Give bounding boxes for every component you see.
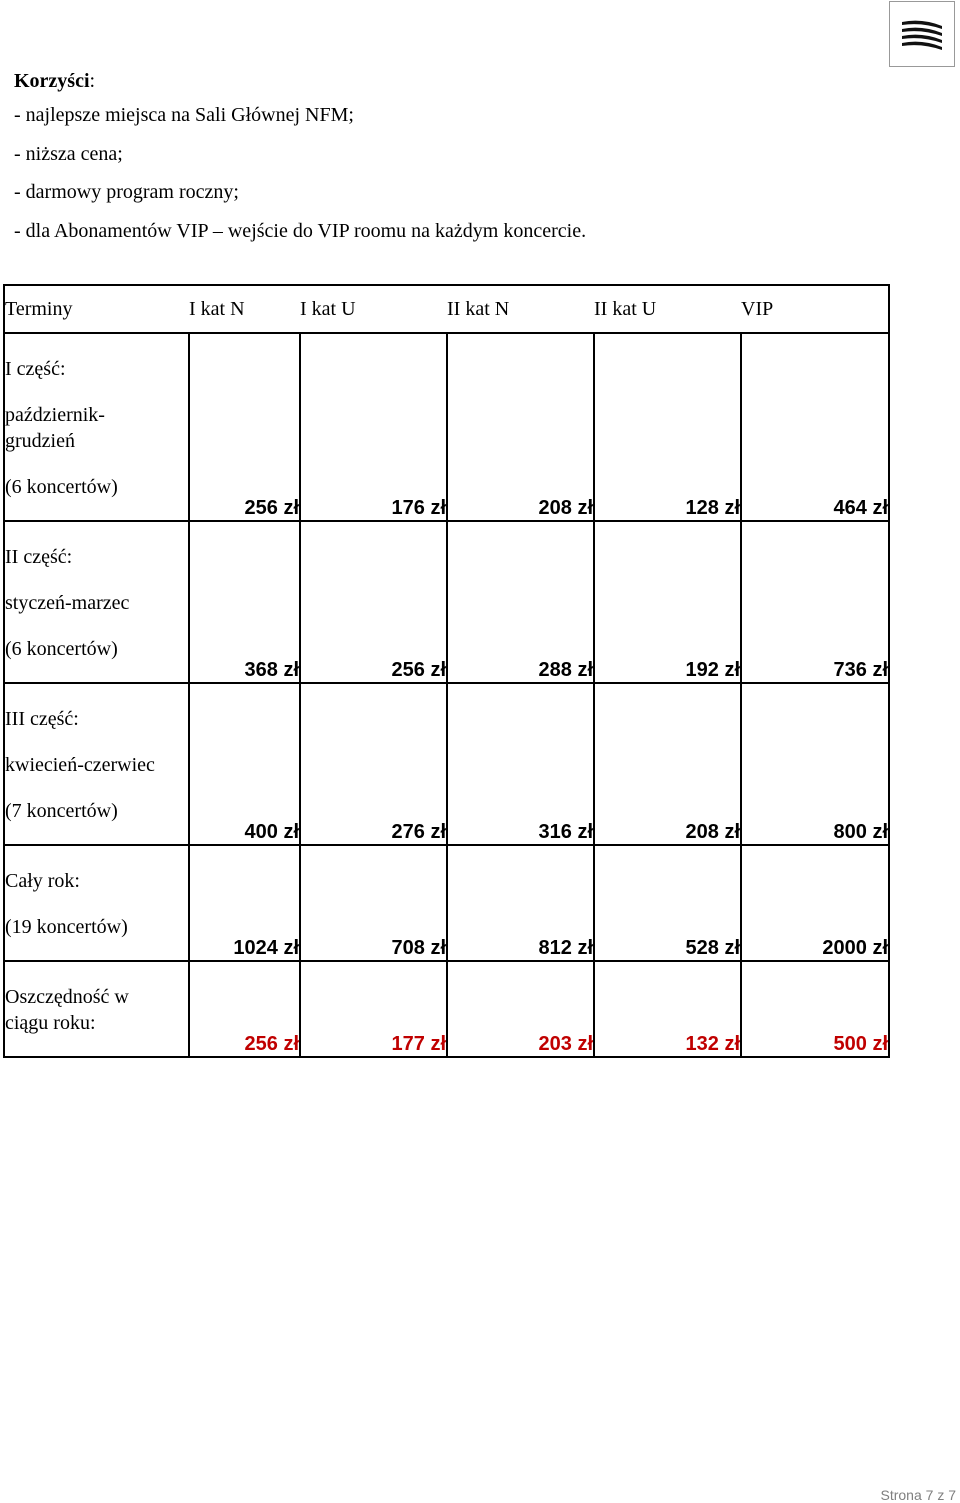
table-header-row bbox=[4, 285, 889, 333]
table-row bbox=[4, 845, 889, 961]
column-header: Terminy bbox=[4, 285, 189, 333]
price-cell: 203 zł bbox=[447, 961, 594, 1057]
row-label-line bbox=[5, 570, 188, 590]
price-cell: 256 zł bbox=[189, 333, 300, 521]
price-cell: 288 zł bbox=[447, 521, 594, 683]
row-label bbox=[4, 683, 189, 845]
row-label-line bbox=[5, 382, 188, 402]
column-header: VIP bbox=[741, 285, 889, 333]
row-label-line: III część: bbox=[5, 708, 79, 730]
benefit-item: - darmowy program roczny; bbox=[14, 181, 239, 203]
row-label-line bbox=[5, 894, 188, 914]
row-label bbox=[4, 521, 189, 683]
price-cell: 528 zł bbox=[594, 845, 741, 961]
benefit-item: - dla Abonamentów VIP – wejście do VIP roomu na każdym koncercie. bbox=[14, 219, 587, 242]
row-label-line: I część: bbox=[5, 358, 66, 380]
table-row bbox=[4, 683, 889, 845]
row-label-line: II część: bbox=[5, 546, 73, 568]
row-label-line bbox=[5, 732, 188, 752]
price-cell: 500 zł bbox=[741, 961, 889, 1057]
price-cell: 176 zł bbox=[300, 333, 447, 521]
price-cell: 192 zł bbox=[594, 521, 741, 683]
row-label-line: Cały rok: bbox=[5, 870, 80, 892]
benefit-item: - najlepsze miejsca na Sali Głównej NFM; bbox=[14, 104, 354, 126]
page-number: Strona 7 z 7 bbox=[880, 1487, 956, 1503]
price-cell: 132 zł bbox=[594, 961, 741, 1057]
table-row bbox=[4, 961, 889, 1057]
price-cell: 464 zł bbox=[741, 333, 889, 521]
price-cell: 800 zł bbox=[741, 683, 889, 845]
column-header: II kat N bbox=[447, 285, 594, 333]
row-label bbox=[4, 961, 189, 1057]
column-header: II kat U bbox=[594, 285, 741, 333]
price-cell: 256 zł bbox=[300, 521, 447, 683]
price-cell: 812 zł bbox=[447, 845, 594, 961]
price-cell: 177 zł bbox=[300, 961, 447, 1057]
price-cell: 208 zł bbox=[594, 683, 741, 845]
price-cell: 128 zł bbox=[594, 333, 741, 521]
row-label-line: Oszczędność w bbox=[5, 986, 129, 1008]
nfm-logo-icon bbox=[898, 16, 946, 54]
price-cell: 208 zł bbox=[447, 333, 594, 521]
price-cell: 2000 zł bbox=[741, 845, 889, 961]
row-label-line bbox=[5, 778, 188, 798]
row-label-line: (7 koncertów) bbox=[5, 800, 118, 822]
row-label bbox=[4, 333, 189, 521]
price-cell: 316 zł bbox=[447, 683, 594, 845]
table-body bbox=[4, 333, 889, 1057]
row-label-line: (6 koncertów) bbox=[5, 476, 118, 498]
row-label-line: (19 koncertów) bbox=[5, 916, 128, 938]
benefits-title: Korzyści bbox=[14, 70, 90, 92]
row-label-line bbox=[5, 454, 188, 474]
price-cell: 256 zł bbox=[189, 961, 300, 1057]
row-label-line: październik- bbox=[5, 404, 105, 426]
table-row bbox=[4, 333, 889, 521]
price-table bbox=[3, 284, 890, 1058]
logo bbox=[889, 1, 955, 67]
benefits-title-colon: : bbox=[89, 70, 96, 92]
row-label-line: ciągu roku: bbox=[5, 1012, 96, 1034]
column-header: I kat U bbox=[300, 285, 447, 333]
benefit-item: - niższa cena; bbox=[14, 142, 123, 165]
column-header: I kat N bbox=[189, 285, 300, 333]
row-label bbox=[4, 845, 189, 961]
table-row bbox=[4, 521, 889, 683]
benefits-heading bbox=[14, 66, 586, 96]
price-cell: 708 zł bbox=[300, 845, 447, 961]
price-cell: 368 zł bbox=[189, 521, 300, 683]
row-label-line bbox=[5, 616, 188, 636]
row-label-line: styczeń-marzec bbox=[5, 592, 130, 614]
price-cell: 400 zł bbox=[189, 683, 300, 845]
row-label-line: (6 koncertów) bbox=[5, 638, 118, 660]
price-cell: 1024 zł bbox=[189, 845, 300, 961]
row-label-line: kwiecień-czerwiec bbox=[5, 754, 155, 776]
price-cell: 736 zł bbox=[741, 521, 889, 683]
benefits-section bbox=[14, 66, 586, 250]
price-cell: 276 zł bbox=[300, 683, 447, 845]
row-label-line: grudzień bbox=[5, 430, 75, 452]
